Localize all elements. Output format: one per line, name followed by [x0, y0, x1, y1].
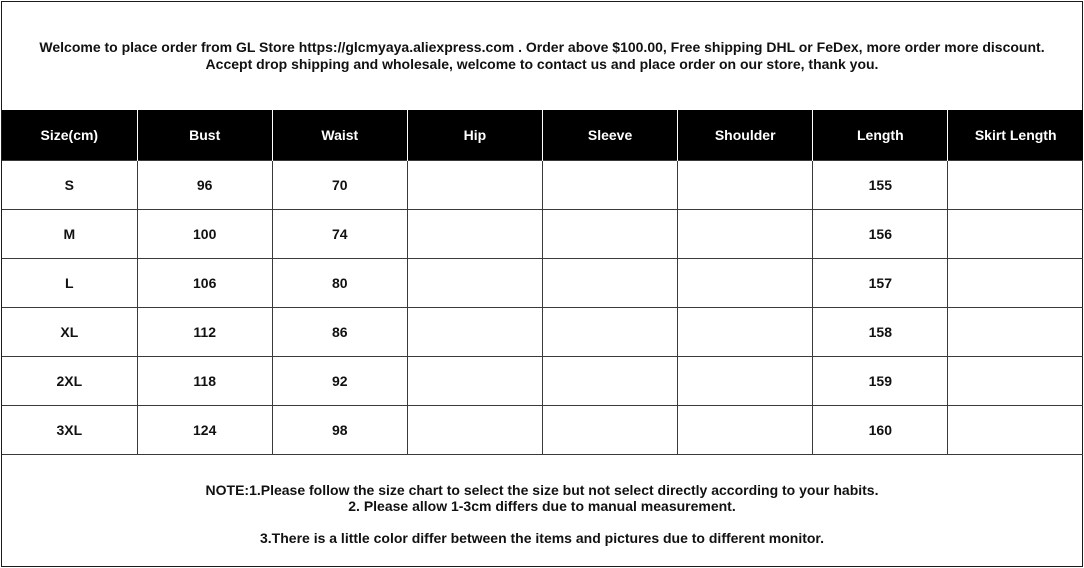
- cell-shoulder: [678, 259, 813, 308]
- cell-hip: [407, 406, 542, 455]
- cell-shoulder: [678, 357, 813, 406]
- cell-sleeve: [543, 210, 678, 259]
- table-header-row: [2, 110, 1083, 161]
- column-header-length: Length: [813, 110, 948, 161]
- column-header-sleeve: Sleeve: [543, 110, 678, 161]
- cell-skirt-length: [948, 308, 1083, 357]
- cell-length: 159: [813, 357, 948, 406]
- cell-waist: 92: [272, 357, 407, 406]
- cell-size: XL: [2, 308, 137, 357]
- cell-skirt-length: [948, 406, 1083, 455]
- cell-hip: [407, 308, 542, 357]
- cell-skirt-length: [948, 210, 1083, 259]
- cell-bust: 96: [137, 161, 272, 210]
- column-header-hip: Hip: [407, 110, 542, 161]
- cell-shoulder: [678, 210, 813, 259]
- welcome-text-line-2: Accept drop shipping and wholesale, welcome to contact us and place order on our store, thank you.: [205, 56, 879, 72]
- cell-size: 2XL: [2, 357, 137, 406]
- cell-bust: 124: [137, 406, 272, 455]
- cell-sleeve: [543, 308, 678, 357]
- cell-length: 155: [813, 161, 948, 210]
- cell-waist: 70: [272, 161, 407, 210]
- table-row: [2, 210, 1083, 259]
- column-header-waist: Waist: [272, 110, 407, 161]
- cell-waist: 80: [272, 259, 407, 308]
- welcome-text-line-1: Welcome to place order from GL Store https://glcmyaya.aliexpress.com . Order above $100.00, Free shipping DHL or FeDex, more order more discount.: [39, 39, 1045, 55]
- cell-bust: 106: [137, 259, 272, 308]
- cell-sleeve: [543, 259, 678, 308]
- cell-size: 3XL: [2, 406, 137, 455]
- store-welcome-banner: [2, 2, 1082, 110]
- cell-skirt-length: [948, 161, 1083, 210]
- size-table: [2, 110, 1083, 455]
- cell-bust: 100: [137, 210, 272, 259]
- cell-size: S: [2, 161, 137, 210]
- cell-skirt-length: [948, 259, 1083, 308]
- cell-skirt-length: [948, 357, 1083, 406]
- column-header-shoulder: Shoulder: [678, 110, 813, 161]
- cell-sleeve: [543, 161, 678, 210]
- note-size-chart-advice: NOTE:1.Please follow the size chart to select the size but not select directly according to your habits.: [205, 482, 879, 498]
- table-row: [2, 357, 1083, 406]
- notes-section: [2, 460, 1082, 566]
- cell-size: M: [2, 210, 137, 259]
- cell-shoulder: [678, 161, 813, 210]
- cell-length: 157: [813, 259, 948, 308]
- cell-sleeve: [543, 406, 678, 455]
- cell-length: 160: [813, 406, 948, 455]
- cell-waist: 74: [272, 210, 407, 259]
- table-row: [2, 308, 1083, 357]
- cell-shoulder: [678, 406, 813, 455]
- cell-hip: [407, 210, 542, 259]
- table-row: [2, 161, 1083, 210]
- cell-size: L: [2, 259, 137, 308]
- column-header-size: Size(cm): [2, 110, 137, 161]
- note-color-difference: 3.There is a little color differ between the items and pictures due to different monitor.: [260, 530, 824, 546]
- cell-sleeve: [543, 357, 678, 406]
- column-header-bust: Bust: [137, 110, 272, 161]
- cell-waist: 86: [272, 308, 407, 357]
- cell-length: 158: [813, 308, 948, 357]
- cell-hip: [407, 161, 542, 210]
- column-header-skirt-length: Skirt Length: [948, 110, 1083, 161]
- size-chart-sheet: [1, 1, 1083, 567]
- cell-hip: [407, 357, 542, 406]
- cell-bust: 112: [137, 308, 272, 357]
- table-row: [2, 259, 1083, 308]
- cell-shoulder: [678, 308, 813, 357]
- note-measurement-tolerance: 2. Please allow 1-3cm differs due to manual measurement.: [348, 498, 736, 514]
- table-row: [2, 406, 1083, 455]
- cell-bust: 118: [137, 357, 272, 406]
- cell-waist: 98: [272, 406, 407, 455]
- cell-length: 156: [813, 210, 948, 259]
- cell-hip: [407, 259, 542, 308]
